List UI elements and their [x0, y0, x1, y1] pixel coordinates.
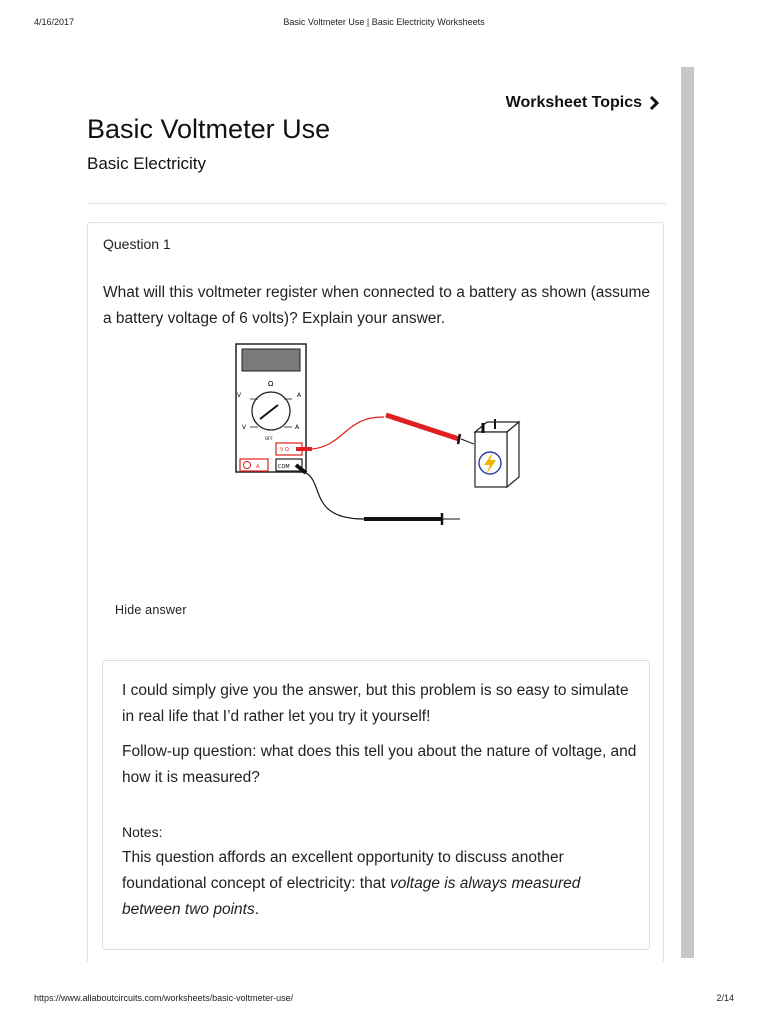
notes-emphasis: voltage is always measured between two points — [122, 875, 581, 918]
meter-label-ohm: Ω — [268, 380, 274, 388]
voltmeter-battery-figure — [234, 341, 474, 526]
meter-label-off: OFF — [265, 436, 273, 441]
meter-label-v-ac: V — [237, 392, 242, 399]
meter-display — [242, 349, 300, 371]
answer-followup: Follow-up question: what does this tell you about the nature of voltage, and how it is measured? — [122, 743, 637, 786]
print-header — [34, 17, 734, 31]
print-date: 4/16/2017 — [34, 17, 75, 27]
battery-figure — [473, 419, 521, 491]
chevron-right-icon — [648, 95, 660, 111]
question-text: What will this voltmeter register when connected to a battery as shown (assume a battery voltage of 6 volts)? Explain your answer. — [103, 284, 651, 327]
worksheet-topics-link[interactable] — [506, 94, 660, 112]
black-lead-wire — [306, 473, 364, 519]
svg-text:A: A — [256, 464, 260, 470]
answer-box — [102, 660, 650, 950]
meter-label-a-ac: A — [297, 392, 302, 399]
meter-label-v-dc: V — [242, 424, 247, 431]
notes-lead: This question affords an excellent opportunity to discuss another foundational concept of electricity: that — [122, 849, 564, 892]
print-footer — [34, 993, 734, 1007]
hide-answer-link[interactable]: Hide answer — [115, 603, 187, 617]
notes-tail: . — [254, 901, 260, 918]
question-label: Question 1 — [103, 236, 171, 252]
worksheet-topics-label: Worksheet Topics — [505, 94, 642, 111]
svg-text:V Ω: V Ω — [280, 447, 289, 453]
print-url: https://www.allaboutcircuits.com/worksheets/basic-voltmeter-use/ — [34, 993, 294, 1003]
print-title: Basic Voltmeter Use | Basic Electricity Worksheets — [283, 17, 485, 27]
page-subtitle: Basic Electricity — [87, 154, 207, 173]
divider — [87, 203, 666, 204]
answer-paragraph-1: I could simply give you the answer, but this problem is so easy to simulate in real life that I’d rather let you try it yourself! — [122, 682, 629, 725]
print-page-number: 2/14 — [716, 993, 734, 1003]
question-card — [87, 222, 664, 962]
notes-label: Notes: — [122, 824, 163, 840]
svg-text:COM: COM — [278, 464, 290, 470]
notes-text — [122, 845, 642, 923]
jack-a — [240, 459, 268, 471]
scrollbar[interactable] — [681, 67, 694, 958]
meter-label-a-dc: A — [295, 424, 300, 431]
red-probe — [386, 415, 459, 439]
red-lead-wire — [312, 417, 384, 449]
page-title: Basic Voltmeter Use — [87, 114, 331, 144]
